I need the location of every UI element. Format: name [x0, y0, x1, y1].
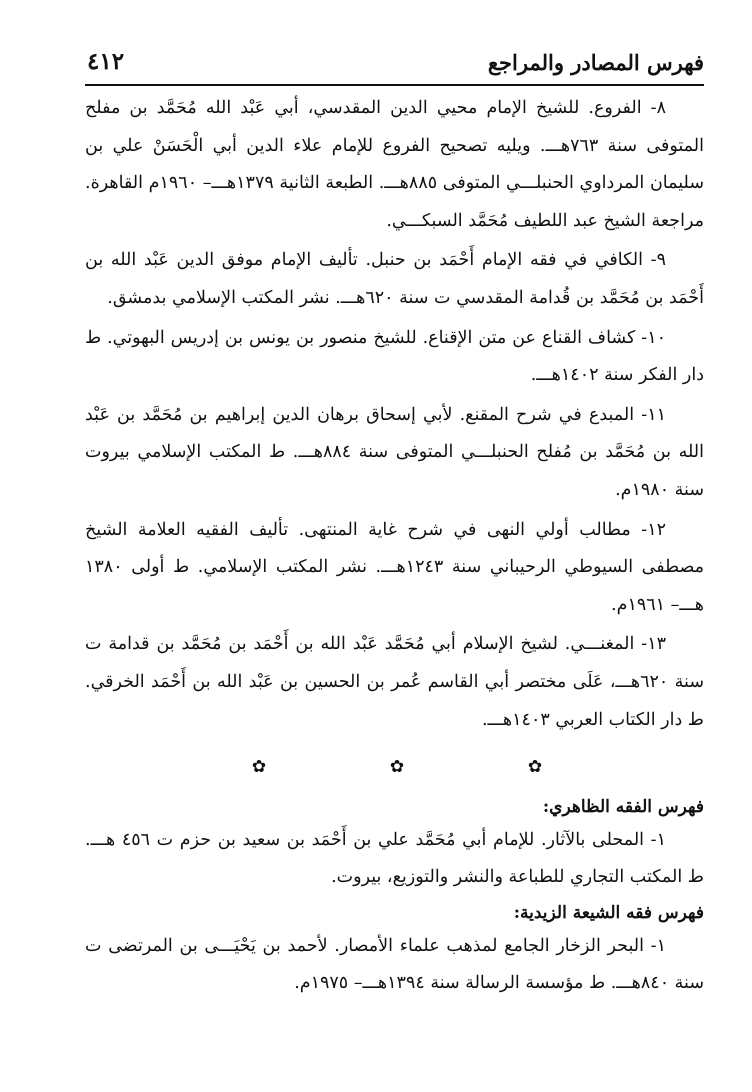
additional-indexes	[85, 792, 704, 1004]
section-ornaments	[250, 758, 550, 782]
flower-ornament-icon: ✿	[251, 757, 267, 777]
references-list	[85, 90, 704, 741]
reference-entry-11: ١١- المبدع في شرح المقنع. لأبي إسحاق برهان الدين إبراهيم بن مُحَمَّد بن عَبْد الله بن مُحَمَّد بن مُفلح الحنبلـــي المتوفى سنة ٨٨٤هـــ. ط المكتب الإسلامي بيروت سنة ١٩٨٠م.	[85, 404, 704, 500]
reference-entry-10: ١٠- كشاف القناع عن متن الإقناع. للشيخ منصور بن يونس بن إدريس البهوتي. ط دار الفكر سنة ١٤٠٢هـــ.	[85, 327, 704, 386]
flower-ornament-icon: ✿	[527, 757, 543, 777]
page-header	[85, 44, 704, 86]
page-number: ٤١٢	[87, 48, 125, 75]
running-title: فهرس المصادر والمراجع	[487, 50, 704, 75]
reference-entry-12: ١٢- مطالب أولي النهى في شرح غاية المنتهى. تأليف الفقيه العلامة الشيخ مصطفى السيوطي الرحيباني سنة ١٢٤٣هـــ. نشر المكتب الإسلامي. ط أولى ١٣٨٠ هـــ– ١٩٦١م.	[85, 519, 704, 615]
zahiri-entry-1: ١- المحلى بالآثار. للإمام أبي مُحَمَّد علي بن أَحْمَد بن سعيد بن حزم ت ٤٥٦ هـــ. ط المكتب التجاري للطباعة والنشر والتوزيع، بيروت.	[85, 830, 704, 887]
reference-entry-9: ٩- الكافي في فقه الإمام أَحْمَد بن حنبل. تأليف الإمام موفق الدين عَبْد الله بن أَحْمَد بن مُحَمَّد بن قُدامة المقدسي ت سنة ٦٢٠هـــ. نشر المكتب الإسلامي بدمشق.	[85, 250, 704, 308]
reference-entry-8: ٨- الفروع. للشيخ الإمام محيي الدين المقدسي، أبي عَبْد الله مُحَمَّد بن مفلح المتوفى سنة ٧٦٣هـــ. ويليه تصحيح الفروع للإمام علاء الدين أبي الْحَسَنْ علي بن سليمان المرداوي الحنبلـــي المتوفى ٨٨٥هـــ. الطبعة الثانية ١٣٧٩هـــ– ١٩٦٠م القاهرة. مراجعة الشيخ عبد اللطيف مُحَمَّد السبكـــي.	[85, 98, 704, 231]
flower-ornament-icon: ✿	[389, 757, 405, 777]
reference-entry-13: ١٣- المغنـــي. لشيخ الإسلام أبي مُحَمَّد عَبْد الله بن أَحْمَد بن مُحَمَّد بن قدامة ت سنة ٦٢٠هـــ، عَلَى مختصر أبي القاسم عُمر بن الحسين بن عَبْد الله بن أَحْمَد الخرقي. ط دار الكتاب العربي ١٤٠٣هـــ.	[85, 634, 704, 730]
section-heading-zahiri: فهرس الفقه الظاهري:	[542, 797, 704, 817]
section-heading-zaydi: فهرس فقه الشيعة الزيدية:	[513, 903, 704, 923]
zaydi-entry-1: ١- البحر الزخار الجامع لمذهب علماء الأمصار. لأحمد بن يَحْيَـــى بن المرتضى ت سنة ٨٤٠هـــ. ط مؤسسة الرسالة سنة ١٣٩٤هـــ– ١٩٧٥م.	[85, 936, 704, 993]
